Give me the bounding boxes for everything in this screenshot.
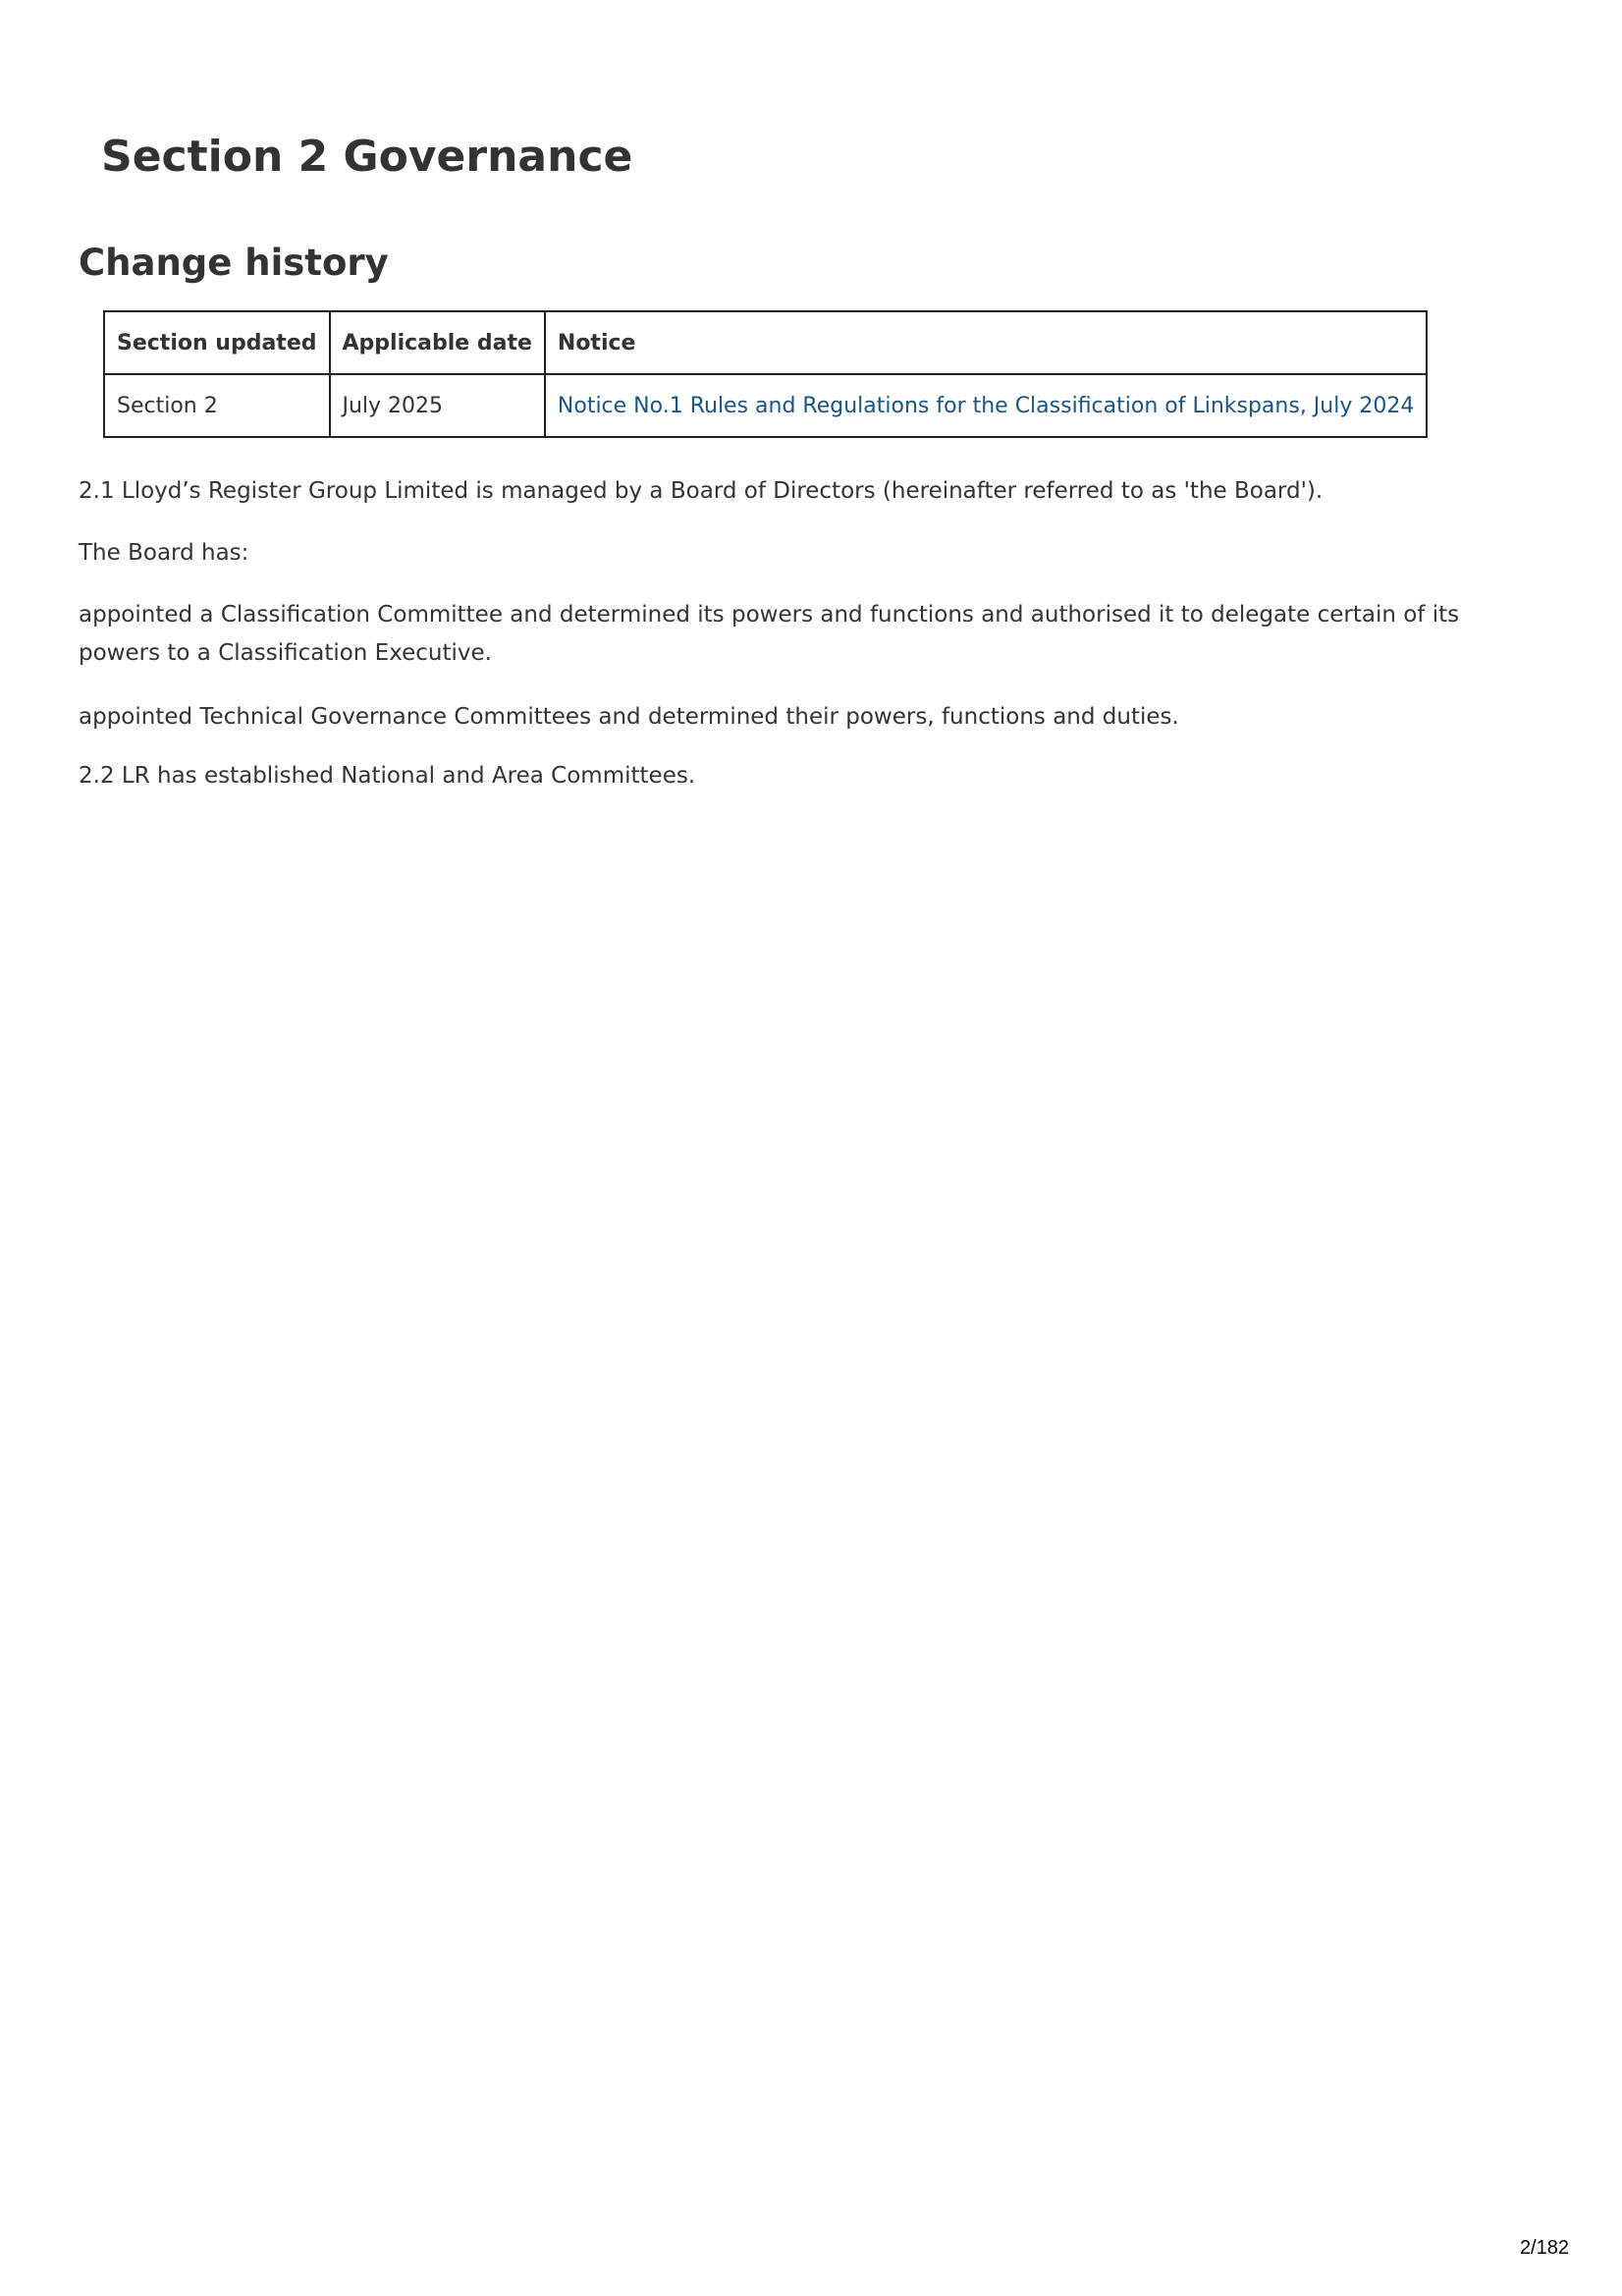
page-number: 2/182 (1519, 2237, 1569, 2259)
notice-link[interactable]: Notice No.1 Rules and Regulations for the Classification of Linkspans, July 2024 (557, 393, 1415, 418)
column-header-applicable-date: Applicable date (330, 311, 545, 374)
paragraph-classification-committee: appointed a Classification Committee and determined its powers and functions and authorised it to delegate certain of its powers to a Classification Executive. (79, 602, 1460, 666)
page-title: Section 2 Governance (101, 132, 633, 182)
cell-notice (545, 374, 1427, 437)
column-header-section-updated: Section updated (104, 311, 330, 374)
cell-applicable-date: July 2025 (330, 374, 545, 437)
cell-section-updated: Section 2 (104, 374, 330, 437)
paragraph-technical-governance: appointed Technical Governance Committees and determined their powers, functions and duties. (79, 704, 1179, 730)
column-header-notice: Notice (545, 311, 1427, 374)
change-history-table (103, 310, 1428, 438)
paragraph-2-1: 2.1 Lloyd’s Register Group Limited is managed by a Board of Directors (hereinafter referred to as 'the Board'). (79, 478, 1324, 504)
table-header-row (104, 311, 1427, 374)
change-history-heading: Change history (79, 242, 389, 284)
paragraph-board-has: The Board has: (79, 540, 249, 566)
table-row (104, 374, 1427, 437)
paragraph-2-2: 2.2 LR has established National and Area Committees. (79, 763, 696, 789)
